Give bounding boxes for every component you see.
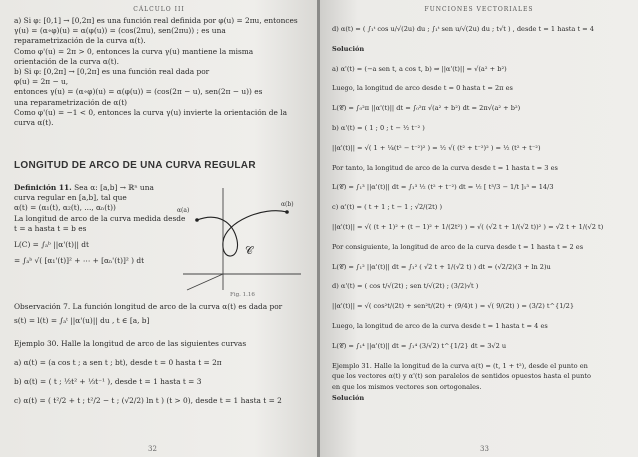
text-line: Observación 7. La función longitud de arco de la curva α(t) es dada por [14,302,283,311]
text-line: reparametrización de la curva α(t). [14,36,146,46]
figure-caption: Fig. 1.16 [230,292,255,298]
text-line: Por tanto, la longitud de arco de la curva desde t = 1 hasta t = 3 es [332,163,558,172]
right-page [320,0,638,457]
example-block [14,334,282,410]
left-running-header: CÁLCULO III [133,6,185,13]
text-line: c) α'(t) = ( t + 1 ; t − 1 ; √2/(2t) ) [332,203,443,212]
text-line: γ(u) = (α∘φ)(u) = α(φ(u)) = (cos(2πu), sen(2πu)) ; es una [14,26,226,36]
observation-block [14,302,282,326]
text-line: entonces γ(u) = (α∘φ)(u) = α(φ(u)) = (cos(2π − u), sen(2π − u)) es [14,87,263,97]
text-line: φ(u) = 2π − u, [14,77,69,87]
solution-heading: Solución [332,44,365,53]
curve-label: 𝒞 [245,244,254,257]
text-line: d) α(t) = ( ∫₁ᵗ cos u/√(2u) du ; ∫₁ᵗ sen u/√(2u) du ; t√t ) , desde t = 1 hasta t = 4 [332,25,595,33]
formula-line: ||α'(t)|| = √( 1 + ¼(t² − t⁻²)² ) = ½ √( (t² + t⁻²)² ) = ½ (t² + t⁻²) [332,143,541,152]
formula-line: = ∫ₐᵇ √( [α₁'(t)]² + ⋯ + [αₙ'(t)]² ) dt [14,256,145,266]
text-line: curva regular en [a,b], tal que [14,193,127,203]
text-line: b) α(t) = ( t ; ½t² + ⅓t⁻¹ ), desde t = 1 hasta t = 3 [14,377,202,386]
text-line: Como φ'(u) = −1 < 0, entonces la curva γ(u) invierte la orientación de la [14,107,287,117]
text-line: Por consiguiente, la longitud de arco de la curva desde t = 1 hasta t = 2 es [332,242,584,251]
left-page [0,0,318,457]
solution-heading: Solución [332,393,365,402]
text-line: Sea α: [a,b] → ℝⁿ una [74,183,154,192]
example-label: Ejemplo 30. [14,339,59,348]
left-page-number: 32 [148,445,157,453]
text-line: a) Si φ: [0,1] → [0,2π] es una función real definida por φ(u) = 2πu, entonces [14,16,298,25]
definition-block [14,183,185,266]
z-axis [187,274,223,290]
formula-line: L(𝒞) = ∫₁⁴ ||α'(t)|| dt = ∫₁⁴ (3/√2) t^{1/2} dt = 3√2 u [332,341,507,350]
text-line: que los vectores α(t) y α'(t) son paralelos de sentidos opuestos hasta el punto [332,372,592,381]
intro-text [14,16,298,128]
right-running-header: FUNCIONES VECTORIALES [424,6,534,13]
text-line: una reparametrización de α(t) [14,97,128,107]
text-line: curva α(t). [14,118,54,128]
formula-line: L(𝒞) = ∫₁² ||α'(t)|| dt = ∫₁² ( √2 t + 1/(√2 t) ) dt = (√2/2)(3 + ln 2)u [332,262,551,271]
text-line: α(t) = (α₁(t), α₂(t), ..., αₙ(t)) [14,203,116,213]
end-point [285,210,289,214]
formula-line: ||α'(t)|| = √( cos²t/(2t) + sen²t/(2t) + (9/4)t ) = √( 9/(2t) ) = (3/2) t^{1/2} [332,302,575,311]
formula-line: L(𝒞) = ∫₀²π ||α'(t)|| dt = ∫₀²π √(a² + b²) dt = 2π√(a² + b²) [332,104,521,113]
formula-line: L(𝒞) = ∫₁³ ||α'(t)|| dt = ∫₁³ ½ (t² + t⁻²) dt = ½ [ t³/3 − 1/t ]₁³ = 14/3 [332,183,554,192]
start-label: α(a) [177,207,190,214]
text-line: d) α'(t) = ( cos t/√(2t) ; sen t/√(2t) ; (3/2)√t ) [332,282,479,291]
example-31-line: Ejemplo 31. Halle la longitud de la curva α(t) = (t, 1 + t²), desde el punto en [332,361,588,370]
definition-label: Definición 11. [14,183,72,192]
start-point [195,218,199,222]
curve-path [197,211,287,256]
text-line: Como φ'(u) = 2π > 0, entonces la curva γ(u) mantiene la misma [14,46,254,56]
text-line: La longitud de arco de la curva medida desde [14,213,186,223]
text-line: en que los mismos vectores son ortogonales. [332,383,482,392]
text-line: a) α'(t) = (−a sen t, a cos t, b) ⇒ ||α'(t)|| = √(a² + b²) [332,64,507,73]
text-line: c) α(t) = ( t²/2 + t ; t²/2 − t ; (√2/2) ln t ) (t > 0), desde t = 1 hasta t = 2 [14,396,282,405]
formula-line: L(C) = ∫ₐᵇ ||α'(t)|| dt [14,240,89,250]
text-line: b) Si φ: [0,2π] → [0,2π] es una función real dada por [14,67,210,77]
text-line: t = a hasta t = b es [14,223,87,233]
right-page-number: 33 [480,445,489,453]
formula-line: ||α'(t)|| = √( (t + 1)² + (t − 1)² + 1/(2t²) ) = √( (√2 t + 1/(√2 t))² ) = √2 t + 1/(√2 t) [332,222,604,231]
formula-line: s(t) = l(t) = ∫ₐᵗ ||α'(u)|| du , t ∈ [a, b] [14,316,150,326]
solution-text [332,20,603,409]
section-title: LONGITUD DE ARCO DE UNA CURVA REGULAR [14,160,256,171]
text-line: Halle la longitud de arco de las siguientes curvas [61,339,247,348]
end-label: α(b) [281,201,294,208]
text-line: Luego, la longitud de arco desde t = 0 hasta t = 2π es [332,84,513,93]
arc-length-figure [163,182,305,292]
text-line: b) α'(t) = ( 1 ; 0 ; t − ½ t⁻² ) [332,123,425,132]
text-line: a) α(t) = (a cos t ; a sen t ; bt), desde t = 0 hasta t = 2π [14,358,222,367]
text-line: orientación de la curva α(t). [14,56,119,66]
text-line: Luego, la longitud de arco de la curva desde t = 1 hasta t = 4 es [332,321,548,330]
